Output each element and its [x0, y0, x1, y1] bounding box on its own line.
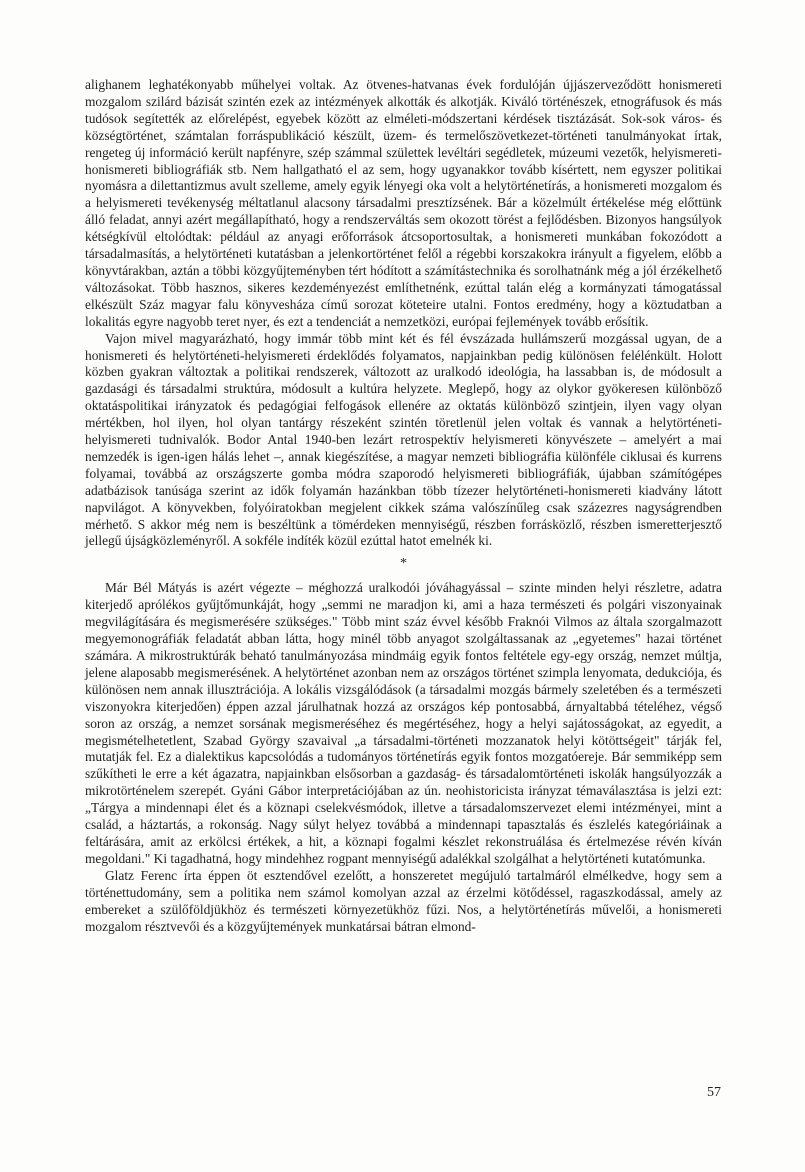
section-separator: *	[400, 556, 407, 572]
paragraph-4: Glatz Ferenc írta éppen öt esztendővel ezelőtt, a honszeretet megújuló tartalmáról elmélkedve, hogy sem a történettudomány, sem a politika nem számol komolyan azzal az érzelmi kötődéssel, ragaszkodással, amely az embereket a szülőföldjükhöz és természeti környezetükhöz fűzi. Nos, a helytörténetírás művelői, a honismereti mozgalom résztvevői és a közgyűjtemények munkatársai bátran elmond-	[85, 867, 722, 934]
paragraph-2: Vajon mivel magyarázható, hogy immár több mint két és fél évszázada hullámszerű mozgással ugyan, de a honismereti és helytörténeti-helyismereti érdeklődés folyamatos, napjainkban pedig különösen felélénkült. Holott közben gyakran változtak a politikai rendszerek, változott az uralkodó ideológia, ha lassabban is, de módosult a gazdasági és társadalmi struktúra, módosult a kultúra helyzete. Meglepő, hogy az olykor gyökeresen különböző oktatáspolitikai irányzatok és pedagógiai felfogások ellenére az oktatás különböző szintjein, ilyen vagy olyan mértékben, hol ilyen, hol olyan tantárgy részeként szintén töretlenül jelen voltak és vannak a helytörténeti-helyismereti tudnivalók. Bodor Antal 1940-ben lezárt retrospektív helyismereti könyvészete – amelyért a mai nemzedék is igen-igen hálás lehet –, annak kiegészítése, a magyar nemzeti bibliográfia különféle ciklusai és kurrens folyamai, továbbá az országszerte gomba módra szaporodó helyismereti bibliográfiák, újabban számítógépes adatbázisok tanúsága szerint az idők folyamán hazánkban több tízezer helytörténeti-honismereti kiadvány látott napvilágot. A könyvekben, folyóiratokban megjelent cikkek száma valószínűleg csak százezres nagyságrendben mérhető. S akkor még nem is beszéltünk a tömérdeken mennyiségű, részben forrásközlő, részben ismeretterjesztő jellegű újságközleményről. A sokféle indíték közül ezúttal hatot emelnék ki.	[85, 330, 722, 549]
page-number: 57	[707, 1085, 721, 1100]
paragraph-continued: alighanem leghatékonyabb műhelyei voltak. Az ötvenes-hatvanas évek fordulóján újjászerveződött honismereti mozgalom szilárd bázisát szintén ezek az intézmények alkották és alkotják. Kiváló történészek, etnográfusok és más tudósok segítették az előrelépést, egyebek között az elméleti-módszertani kérdések tisztázását. Sok-sok város- és községtörténet, számtalan forráspublikáció készült, üzem- és termelőszövetkezet-történeti tanulmányokat írtak, rengeteg új információ került napfényre, szép számmal születtek levéltári segédletek, múzeumi vezetők, helyismereti-honismereti bibliográfiák stb. Nem hallgatható el az sem, hogy ugyanakkor tovább kísértett, nem egyszer politikai nyomásra a dilettantizmus avult szelleme, amely egyik lényegi oka volt a helytörténetírás, a honismereti mozgalom és a helyismereti tevékenység méltatlanul alacsony társadalmi presztízsének. Bár a közelmúlt értékelése még előttünk álló feladat, annyi azért megállapítható, hogy a rendszerváltás sem okozott törést a fejlődésben. Bizonyos hangsúlyok kétségkívül eltolódtak: például az anyagi erőforrások átcsoportosultak, a honismereti munkában fokozódott a társadalmasítás, a helytörténeti kutatásban a jelenkortörténet felől a régebbi korszakokra irányult a figyelem, előbb a könyvtárakban, aztán a többi közgyűjteményben tért hódított a számítástechnika és sorolhatnánk még a jól érzékelhető változásokat. Több hasznos, sikeres kezdeményezést említhetnénk, ezúttal talán elég a kormányzati támogatással elkészült Száz magyar falu könyvesháza című sorozat köteteire utalni. Fontos eredmény, hogy a köztudatban a lokalitás egyre nagyobb teret nyer, és ezt a tendenciát a nemzetközi, európai fejlemények tovább erősítik.	[85, 77, 722, 329]
paragraph-3: Már Bél Mátyás is azért végezte – méghozzá uralkodói jóváhagyással – szinte minden helyi részletre, adatra kiterjedő aprólékos gyűjtőmunkáját, hogy „semmi ne maradjon ki, ami a haza természeti és polgári viszonyainak megvilágítására és megismerésére szükséges." Több mint száz évvel később Fraknói Vilmos az általa szorgalmazott megyemonográfiák feladatát abban látta, hogy minél több anyagot szolgáltassanak az „egyetemes" hazai történet számára. A mikrostruktúrák beható tanulmányozása mindmáig egyik fontos feltétele egy-egy ország, nemzet múltja, jelene alaposabb megismerésének. A helytörténet azonban nem az országos történet szimpla lenyomata, dedukciója, és különösen nem annak illusztrációja. A lokális vizsgálódások (a társadalmi mozgás bármely szeletében és a természeti viszonyokra kiterjedően) éppen azzal járulhatnak hozzá az országos kép pontosabbá, árnyaltabbá tételéhez, végső soron az ország, a nemzet sorsának megismeréséhez és megértéséhez, hogy a helyi sajátosságokat, az egyedit, a megismételhetetlent, Szabad György szavaival „a társadalmi-történeti mozzanatok helyi kötöttségeit" tárják fel, mutatják fel. Ez a dialektikus kapcsolódás a tudományos történetírás egyik fontos mozgatóereje. Bár semmiképp sem szűkítheti le erre a két ágazatra, napjainkban elsősorban a gazdaság- és társadalomtörténeti iskolák hangsúlyozzák a mikrotörténelem szerepét. Gyáni Gábor interpretációjában az ún. neohistoricista irányzat témaválasztása is jelzi ezt: „Tárgya a mindennapi élet és a köznapi cselekvésmódok, illetve a társadalomszervezet elemi intézményei, mint a család, a háztartás, a rokonság. Nagy súlyt helyez továbbá a mindennapi tapasztalás és észlelés kategóriáinak a feltárására, amit az erkölcsi értékek, a hit, a köznapi fogalmi készlet rekonstruálása és értelmezése révén kíván megoldani." Ki tagadhatná, hogy mindehhez rogpant mennyiségű adalékkal szolgálhat a helytörténeti kutatómunka.	[85, 580, 722, 866]
body-text	[85, 77, 722, 935]
